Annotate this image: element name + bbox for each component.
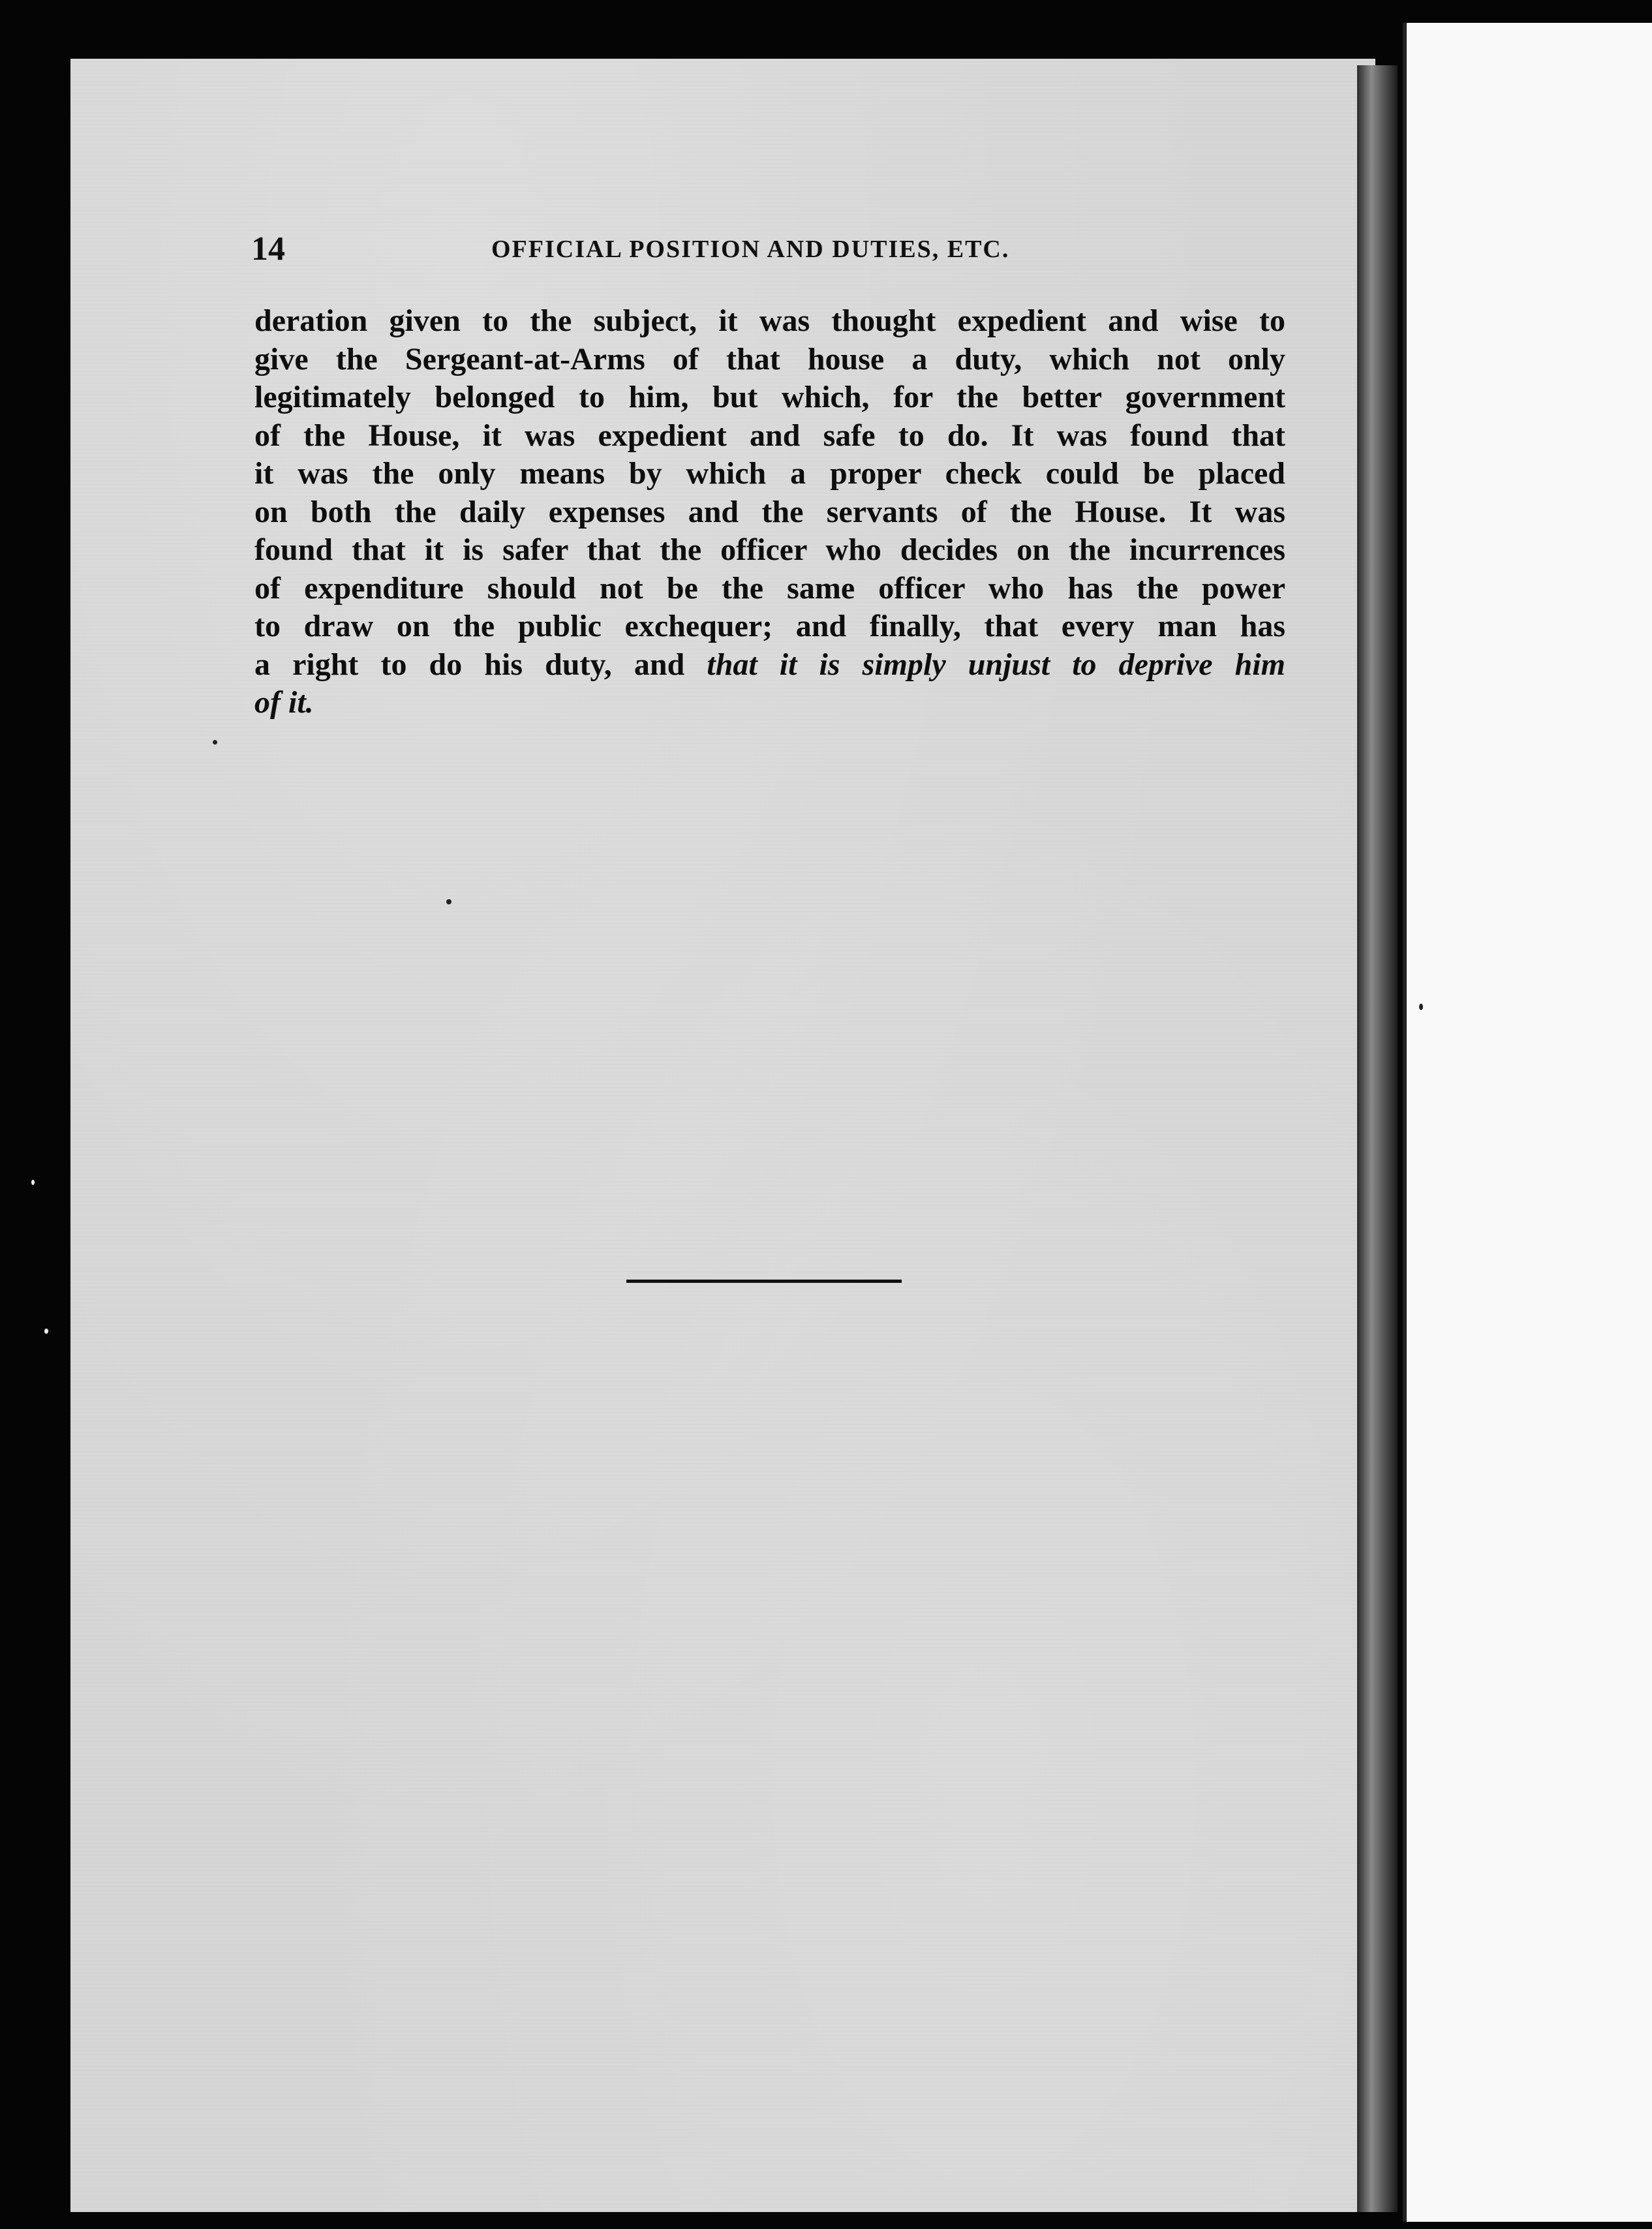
scan-speck bbox=[213, 740, 217, 745]
body-line: deration given to the subject, it was thought expedient and wise to bbox=[254, 303, 1285, 338]
body-paragraph bbox=[254, 302, 1285, 722]
section-divider-rule bbox=[626, 1280, 902, 1283]
body-line: legitimately belonged to him, but which, for the better government bbox=[254, 380, 1285, 414]
body-line: of expenditure should not be the same officer who has the power bbox=[254, 570, 1285, 606]
body-line-italic: of it. bbox=[254, 685, 314, 720]
body-line: give the Sergeant-at-Arms of that house a duty, which not only bbox=[254, 341, 1285, 377]
show-through-text bbox=[248, 705, 1292, 1945]
running-head: OFFICIAL POSITION AND DUTIES, ETC. bbox=[491, 236, 1010, 263]
scan-speck bbox=[1419, 1004, 1423, 1010]
book-page-edge bbox=[1357, 65, 1398, 2212]
body-line-italic-part: that it is simply unjust to deprive him bbox=[707, 647, 1286, 682]
body-line-plain-part: a right to do his duty, and bbox=[254, 647, 707, 682]
scan-speck bbox=[44, 1329, 48, 1334]
page-number: 14 bbox=[251, 230, 285, 268]
body-line: found that it is safer that the officer who decides on the incurrences bbox=[254, 532, 1285, 567]
body-line: of the House, it was expedient and safe to do. It was found that bbox=[254, 418, 1285, 453]
body-line-mixed bbox=[254, 646, 1285, 684]
body-line: to draw on the public exchequer; and finally, that every man has bbox=[254, 609, 1285, 643]
body-line: it was the only means by which a proper check could be placed bbox=[254, 456, 1285, 491]
scan-speck bbox=[31, 1180, 35, 1185]
body-line: on both the daily expenses and the servants of the House. It was bbox=[254, 494, 1285, 529]
scan-speck bbox=[446, 899, 451, 904]
blank-facing-sheet bbox=[1403, 23, 1652, 2222]
page-header bbox=[251, 230, 1289, 275]
